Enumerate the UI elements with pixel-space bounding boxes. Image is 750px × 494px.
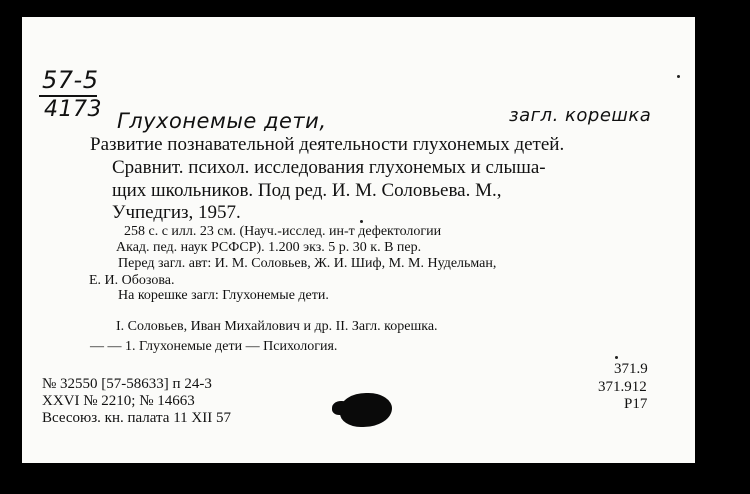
chamber-line: Всесоюз. кн. палата 11 XII 57 xyxy=(42,410,231,426)
handwritten-title-note: Глухонемые дети, xyxy=(117,109,327,133)
authors-note-line-2: Е. И. Обозова. xyxy=(89,273,175,288)
title-line-4: Учпедгиз, 1957. xyxy=(112,202,241,223)
handwritten-spine-note: загл. корешка xyxy=(509,105,652,126)
classification-3: P17 xyxy=(624,396,648,412)
classification-2: 371.912 xyxy=(598,379,647,395)
tracings-line-1: I. Соловьев, Иван Михайлович и др. II. Загл. корешка. xyxy=(116,319,438,334)
authors-note-line-1: Перед загл. авт: И. М. Соловьев, Ж. И. Шиф, М. М. Нудельман, xyxy=(118,256,497,271)
series-line: Акад. пед. наук РСФСР). 1.200 экз. 5 р. 30 к. В пер. xyxy=(116,240,422,255)
collation-line: 258 с. с илл. 23 см. (Науч.-исслед. ин-т дефектологии xyxy=(124,224,442,239)
shelf-mark-top: 57-5 xyxy=(42,66,99,94)
title-line-2: Сравнит. психол. исследования глухонемых и слыша- xyxy=(112,157,546,178)
classification-1: 371.9 xyxy=(614,361,648,377)
registry-line: XXVI № 2210; № 14663 xyxy=(42,393,195,409)
record-number-line: № 32550 [57-58633] п 24-3 xyxy=(42,376,212,392)
title-line-1: Развитие познавательной деятельности глухонемых детей. xyxy=(90,134,565,155)
speck xyxy=(677,75,680,78)
title-line-3: щих школьников. Под ред. И. М. Соловьева. М., xyxy=(112,180,502,201)
catalog-card xyxy=(22,17,695,463)
spine-title-note: На корешке загл: Глухонемые дети. xyxy=(118,288,329,303)
speck xyxy=(615,356,618,359)
shelf-mark-bottom: 4173 xyxy=(44,97,102,122)
speck xyxy=(360,220,363,223)
tracings-line-2: — — 1. Глухонемые дети — Психология. xyxy=(90,339,338,354)
